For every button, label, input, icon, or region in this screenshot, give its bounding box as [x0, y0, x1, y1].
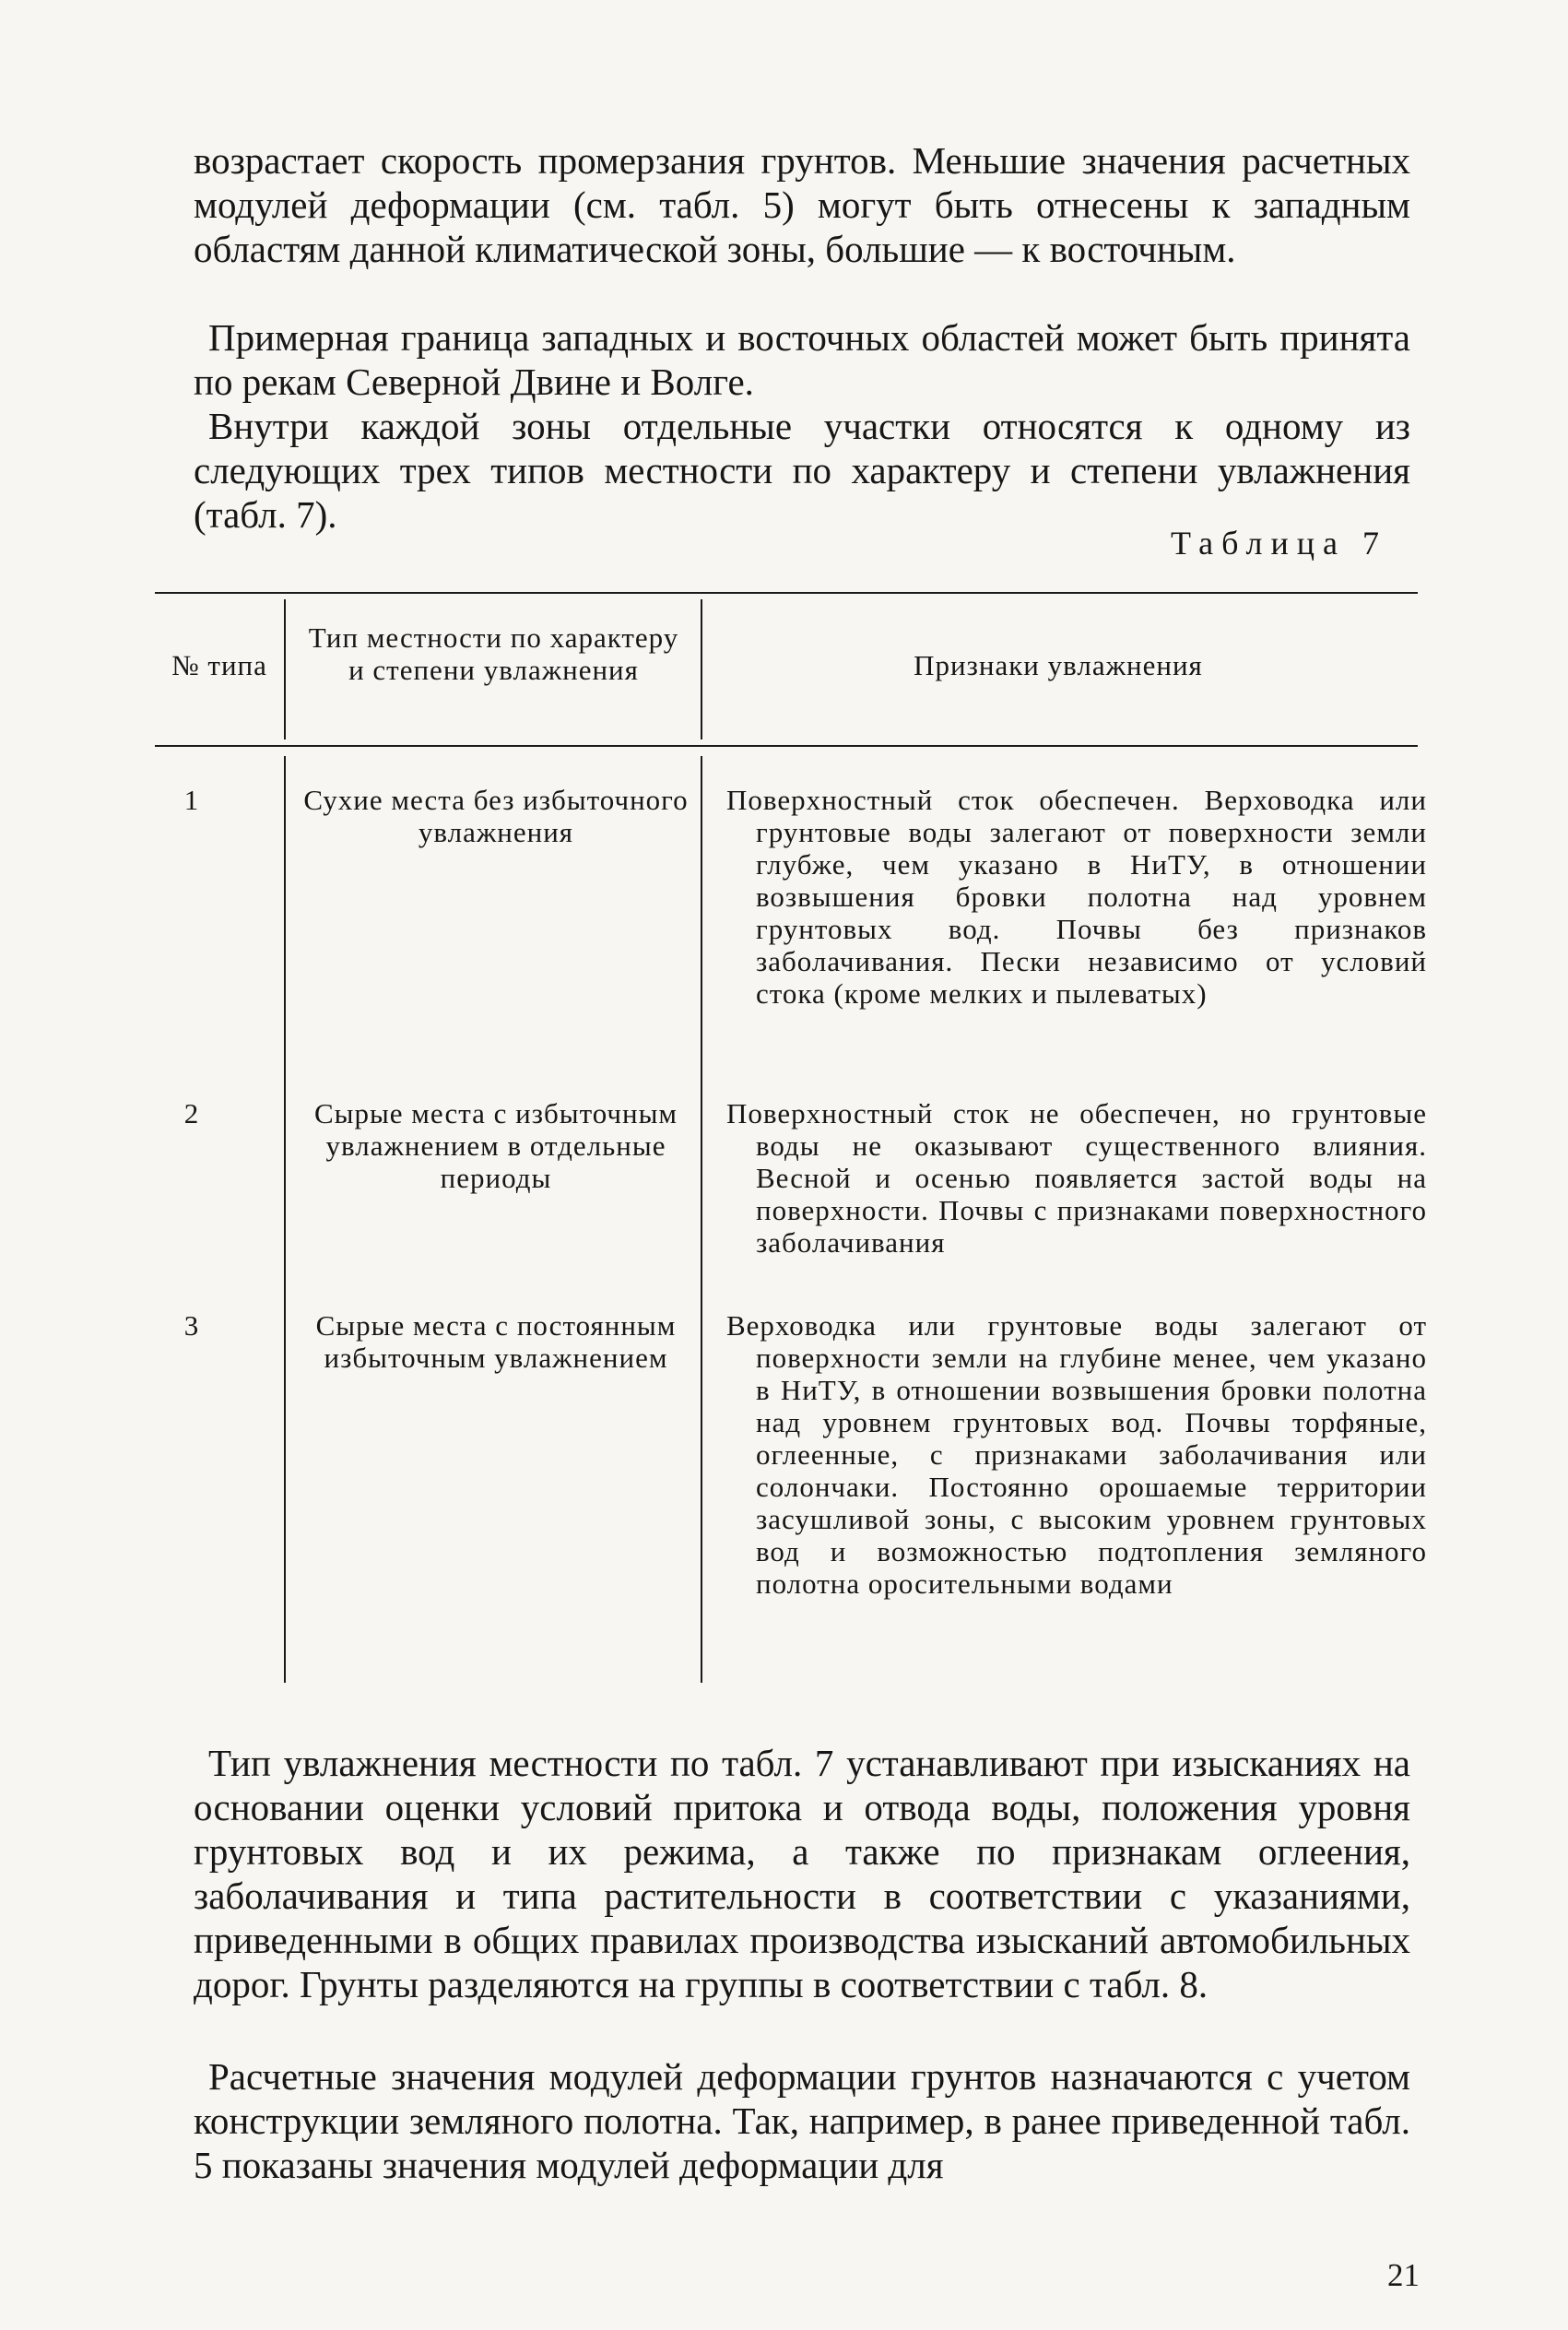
paragraph-2: Примерная граница западных и восточных областей может быть принята по рекам Северной Двине и Волге. — [194, 316, 1410, 403]
table-header-rule — [155, 745, 1418, 747]
row-1-terrain-type: Сухие места без избыточного увлажнения — [303, 784, 689, 848]
header-divider-2 — [701, 599, 702, 739]
moisture-types-table — [155, 590, 1427, 1687]
row-3-terrain-type: Сырые места с постоянным избыточным увлажнением — [315, 1309, 677, 1374]
header-number: № типа — [171, 649, 267, 681]
body-divider-2 — [701, 756, 702, 1683]
row-2-terrain-type: Сырые места с избыточным увлажнением в отдельные периоды — [313, 1097, 678, 1194]
paragraph-1: возрастает скорость промерзания грунтов. Меньшие значения расчетных модулей деформации (см. табл. 5) могут быть отнесены к западным областям данной климатической зоны, большие — к восточным. — [194, 139, 1410, 270]
row-1-number: 1 — [183, 784, 200, 816]
paragraph-3: Внутри каждой зоны отдельные участки относятся к одному из следующих трех типов местности по характеру и степени увлажнения (табл. 7). — [194, 405, 1410, 536]
header-moisture-signs: Признаки увлажнения — [914, 649, 1203, 681]
paragraph-4: Тип увлажнения местности по табл. 7 устанавливают при изысканиях на основании оценки условий притока и отвода воды, положения уровня грунтовых вод и их режима, а также по признакам оглеения, заболачивания и типа растительности в соответствии с указаниями, приведенными в общих правилах производства изысканий автомобильных дорог. Грунты разделяются на группы в соответствии с табл. 8. — [194, 1742, 1410, 2005]
table-top-rule — [155, 592, 1418, 594]
row-2-moisture-signs: Поверхностный сток не обеспечен, но грунтовые воды не оказывают существенного влияния. Весной и осенью появляется застой воды на поверхности. Почвы с признаками поверхностного заболачивания — [726, 1097, 1427, 1259]
header-divider-1 — [284, 599, 286, 739]
row-2-number: 2 — [183, 1097, 200, 1130]
body-divider-1 — [284, 756, 286, 1683]
row-3-moisture-signs: Верховодка или грунтовые воды залегают от поверхности земли на глубине менее, чем указано в НиТУ, в отношении возвышения бровки полотна над уровнем грунтовых вод. Почвы торфяные, оглеенные, с признаками заболачивания или солончаки. Постоянно орошаемые территории засушливой зоны, с высоким уровнем грунтовых вод и возможностью подтопления земляного полотна оросительными водами — [726, 1309, 1427, 1600]
header-terrain-type: Тип местности по характеру и степени увлажнения — [308, 621, 679, 686]
paragraph-5: Расчетные значения модулей деформации грунтов назначаются с учетом конструкции земляного полотна. Так, например, в ранее приведенной табл. 5 показаны значения модулей деформации для — [194, 2055, 1410, 2186]
row-1-moisture-signs: Поверхностный сток обеспечен. Верховодка или грунтовые воды залегают от поверхности земли глубже, чем указано в НиТУ, в отношении возвышения бровки полотна над уровнем грунтовых вод. Почвы без признаков заболачивания. Пески независимо от условий стока (кроме мелких и пылеватых) — [726, 784, 1427, 1010]
row-3-number: 3 — [183, 1309, 200, 1342]
table-caption: Таблица 7 — [1171, 525, 1387, 562]
page-number: 21 — [1387, 2257, 1420, 2293]
